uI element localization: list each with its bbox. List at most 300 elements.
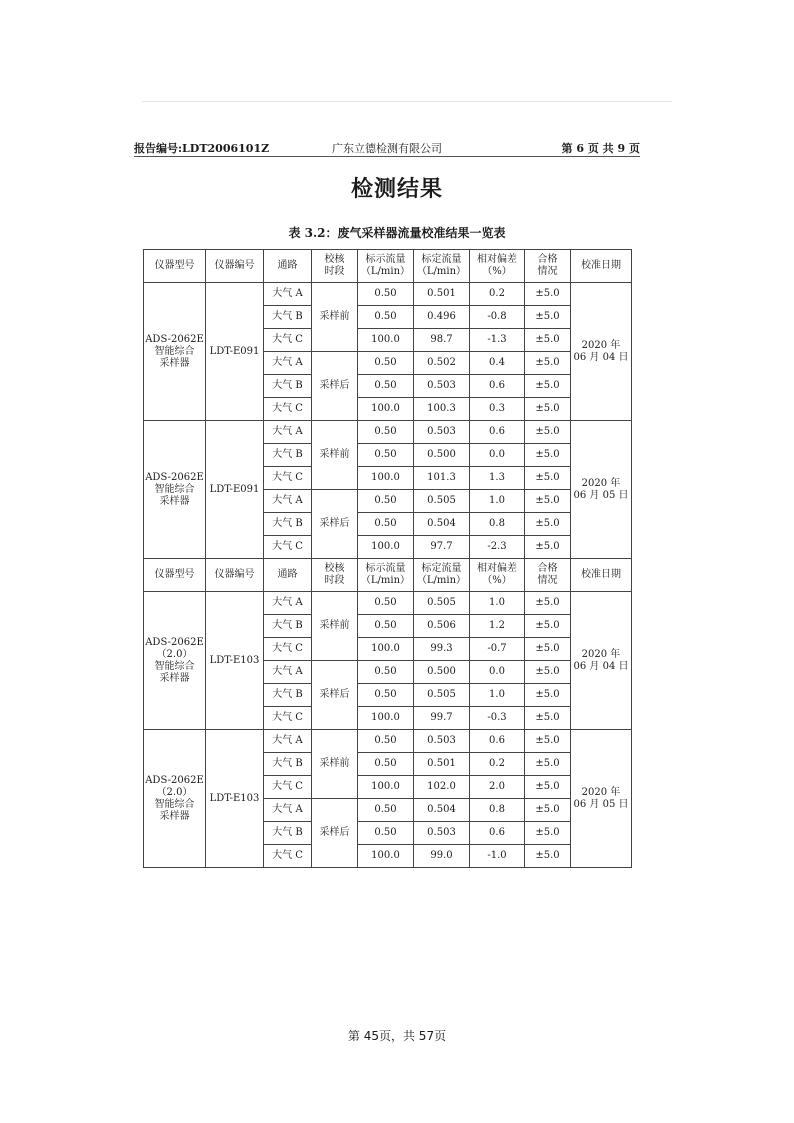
period-cell <box>312 661 358 730</box>
header-col-pass-text: 情况 <box>537 266 558 277</box>
measured-flow-cell-text: 0.503 <box>427 827 456 838</box>
nominal-flow-cell <box>358 684 414 707</box>
channel-cell <box>264 467 312 490</box>
deviation-cell <box>470 753 525 776</box>
calibration-date <box>571 283 632 421</box>
header-col-channel <box>264 250 312 283</box>
nominal-flow-cell <box>358 730 414 753</box>
channel-cell <box>264 615 312 638</box>
channel-cell <box>264 845 312 868</box>
instrument-model-text: 采样器 <box>159 672 190 684</box>
header-col-pass-text: 合格 <box>537 563 558 574</box>
table-row <box>144 730 632 753</box>
nominal-flow-cell <box>358 592 414 615</box>
deviation-cell <box>470 398 525 421</box>
deviation-cell-text: 1.0 <box>489 689 505 700</box>
channel-cell-text: 大气 A <box>272 495 303 506</box>
calibration-table <box>143 249 632 868</box>
channel-cell-text: 大气 C <box>272 850 303 861</box>
header-col-period-text: 时段 <box>324 266 345 277</box>
channel-cell-text: 大气 C <box>272 403 303 414</box>
instrument-id-text: LDT-E091 <box>209 345 260 357</box>
instrument-model-text: 智能综合 <box>154 798 195 810</box>
pass-cell <box>525 283 571 306</box>
pass-cell-text: ±5.0 <box>535 288 560 299</box>
pass-cell-text: ±5.0 <box>535 689 560 700</box>
deviation-cell <box>470 799 525 822</box>
nominal-flow-cell-text: 0.50 <box>374 735 397 746</box>
page-title: 检测结果 <box>350 177 443 202</box>
period-cell <box>312 421 358 490</box>
pass-cell-text: ±5.0 <box>535 758 560 769</box>
header-col-channel-text: 通路 <box>277 569 298 580</box>
nominal-flow-cell <box>358 444 414 467</box>
deviation-cell-text: 0.8 <box>489 518 505 529</box>
period-cell-text: 采样后 <box>319 380 350 391</box>
channel-cell <box>264 536 312 559</box>
measured-flow-cell-text: 0.503 <box>427 735 456 746</box>
instrument-id <box>206 730 264 868</box>
nominal-flow-cell-text: 100.0 <box>371 334 400 345</box>
channel-cell-text: 大气 A <box>272 288 303 299</box>
measured-flow-cell <box>414 753 470 776</box>
channel-cell <box>264 707 312 730</box>
top-scan-line <box>142 101 672 102</box>
channel-cell-text: 大气 B <box>272 827 303 838</box>
measured-flow-cell <box>414 306 470 329</box>
measured-flow-cell-text: 0.505 <box>427 495 456 506</box>
instrument-id <box>206 283 264 421</box>
channel-cell <box>264 444 312 467</box>
header-col-pass <box>525 250 571 283</box>
pass-cell-text: ±5.0 <box>535 781 560 792</box>
instrument-model-text: ADS-2062E <box>145 471 204 483</box>
deviation-cell <box>470 352 525 375</box>
nominal-flow-cell <box>358 638 414 661</box>
nominal-flow-cell-text: 0.50 <box>374 449 397 460</box>
measured-flow-cell <box>414 490 470 513</box>
header-col-pass-text: 情况 <box>537 575 558 586</box>
header-col-model <box>144 250 206 283</box>
nominal-flow-cell <box>358 283 414 306</box>
instrument-model-text: ADS-2062E <box>145 333 204 345</box>
measured-flow-cell <box>414 776 470 799</box>
nominal-flow-cell <box>358 352 414 375</box>
header-col-measured-flow-text: 标定流量 <box>421 563 462 574</box>
header-col-id <box>206 559 264 592</box>
instrument-id <box>206 592 264 730</box>
measured-flow-cell-text: 0.500 <box>427 666 456 677</box>
pass-cell-text: ±5.0 <box>535 311 560 322</box>
channel-cell-text: 大气 C <box>272 334 303 345</box>
header-col-id <box>206 250 264 283</box>
calibration-date <box>571 730 632 868</box>
channel-cell <box>264 421 312 444</box>
nominal-flow-cell-text: 100.0 <box>371 472 400 483</box>
nominal-flow-cell-text: 100.0 <box>371 541 400 552</box>
instrument-model-text: 采样器 <box>159 357 190 369</box>
header-col-model <box>144 559 206 592</box>
channel-cell-text: 大气 B <box>272 620 303 631</box>
deviation-cell <box>470 638 525 661</box>
period-cell <box>312 352 358 421</box>
measured-flow-cell <box>414 283 470 306</box>
nominal-flow-cell-text: 0.50 <box>374 380 397 391</box>
pass-cell <box>525 615 571 638</box>
pass-cell-text: ±5.0 <box>535 666 560 677</box>
header-col-deviation <box>470 559 525 592</box>
header-col-date <box>571 559 632 592</box>
channel-cell <box>264 375 312 398</box>
header-col-channel <box>264 559 312 592</box>
header-col-measured-flow-text: 标定流量 <box>421 254 462 265</box>
pass-cell <box>525 684 571 707</box>
table-row <box>144 421 632 444</box>
measured-flow-cell <box>414 421 470 444</box>
deviation-cell-text: 0.6 <box>489 426 505 437</box>
channel-cell <box>264 398 312 421</box>
header-col-deviation <box>470 250 525 283</box>
nominal-flow-cell-text: 100.0 <box>371 643 400 654</box>
nominal-flow-cell-text: 100.0 <box>371 781 400 792</box>
header-col-id-text: 仪器编号 <box>214 569 255 580</box>
deviation-cell-text: 0.3 <box>489 403 505 414</box>
deviation-cell <box>470 283 525 306</box>
header-col-nominal-flow-text: 标示流量 <box>365 563 406 574</box>
nominal-flow-cell <box>358 753 414 776</box>
measured-flow-cell <box>414 845 470 868</box>
deviation-cell <box>470 329 525 352</box>
channel-cell-text: 大气 B <box>272 311 303 322</box>
pass-cell-text: ±5.0 <box>535 541 560 552</box>
channel-cell-text: 大气 B <box>272 518 303 529</box>
measured-flow-cell-text: 100.3 <box>427 403 456 414</box>
measured-flow-cell-text: 101.3 <box>427 472 456 483</box>
pass-cell-text: ±5.0 <box>535 643 560 654</box>
deviation-cell-text: -0.8 <box>487 311 507 322</box>
channel-cell-text: 大气 C <box>272 472 303 483</box>
measured-flow-cell <box>414 730 470 753</box>
measured-flow-cell-text: 0.504 <box>427 518 456 529</box>
channel-cell-text: 大气 B <box>272 758 303 769</box>
nominal-flow-cell <box>358 306 414 329</box>
period-cell <box>312 283 358 352</box>
pass-cell-text: ±5.0 <box>535 827 560 838</box>
pass-cell <box>525 398 571 421</box>
deviation-cell <box>470 776 525 799</box>
nominal-flow-cell <box>358 467 414 490</box>
measured-flow-cell <box>414 467 470 490</box>
header-col-date-text: 校准日期 <box>581 569 621 580</box>
channel-cell-text: 大气 B <box>272 380 303 391</box>
deviation-cell-text: 0.6 <box>489 380 505 391</box>
deviation-cell-text: 1.3 <box>489 472 505 483</box>
channel-cell <box>264 753 312 776</box>
measured-flow-cell <box>414 661 470 684</box>
measured-flow-cell-text: 99.0 <box>430 850 453 861</box>
pass-cell-text: ±5.0 <box>535 712 560 723</box>
deviation-cell <box>470 490 525 513</box>
pass-cell-text: ±5.0 <box>535 426 560 437</box>
instrument-model-text: （2.0） <box>156 786 193 798</box>
header-col-period <box>312 250 358 283</box>
pass-cell-text: ±5.0 <box>535 495 560 506</box>
header-col-nominal-flow-text: （L/min） <box>360 575 411 586</box>
instrument-model-text: ADS-2062E <box>145 774 204 786</box>
instrument-model-text: 智能综合 <box>154 483 195 495</box>
pass-cell <box>525 444 571 467</box>
period-cell-text: 采样后 <box>319 827 350 838</box>
header-col-period <box>312 559 358 592</box>
nominal-flow-cell-text: 0.50 <box>374 804 397 815</box>
instrument-model <box>144 730 206 868</box>
header-rule <box>134 156 640 157</box>
channel-cell <box>264 592 312 615</box>
nominal-flow-cell-text: 0.50 <box>374 758 397 769</box>
channel-cell-text: 大气 B <box>272 689 303 700</box>
measured-flow-cell-text: 98.7 <box>430 334 453 345</box>
calibration-date-text: 06 月 04 日 <box>573 351 629 363</box>
deviation-cell-text: -1.0 <box>487 850 507 861</box>
page-info: 第 6 页 共 9 页 <box>561 142 640 155</box>
deviation-cell-text: -2.3 <box>487 541 507 552</box>
deviation-cell-text: -0.7 <box>487 643 507 654</box>
header-col-period-text: 时段 <box>324 575 345 586</box>
pass-cell-text: ±5.0 <box>535 735 560 746</box>
nominal-flow-cell <box>358 421 414 444</box>
pass-cell-text: ±5.0 <box>535 850 560 861</box>
nominal-flow-cell <box>358 799 414 822</box>
header-col-nominal-flow <box>358 250 414 283</box>
nominal-flow-cell <box>358 822 414 845</box>
measured-flow-cell-text: 0.496 <box>427 311 456 322</box>
instrument-id-text: LDT-E103 <box>209 654 260 666</box>
deviation-cell-text: 0.8 <box>489 804 505 815</box>
deviation-cell-text: 0.4 <box>489 357 505 368</box>
channel-cell <box>264 513 312 536</box>
header-col-id-text: 仪器编号 <box>214 260 255 271</box>
nominal-flow-cell-text: 0.50 <box>374 288 397 299</box>
pass-cell <box>525 513 571 536</box>
pass-cell <box>525 707 571 730</box>
pass-cell <box>525 536 571 559</box>
calibration-date-text: 06 月 05 日 <box>573 489 629 501</box>
measured-flow-cell <box>414 638 470 661</box>
calibration-date-text: 2020 年 <box>581 786 621 798</box>
header-col-measured-flow-text: （L/min） <box>416 575 467 586</box>
measured-flow-cell <box>414 615 470 638</box>
deviation-cell <box>470 730 525 753</box>
deviation-cell-text: 0.6 <box>489 735 505 746</box>
channel-cell-text: 大气 B <box>272 449 303 460</box>
nominal-flow-cell <box>358 845 414 868</box>
deviation-cell <box>470 467 525 490</box>
pass-cell <box>525 753 571 776</box>
nominal-flow-cell-text: 100.0 <box>371 850 400 861</box>
pass-cell <box>525 776 571 799</box>
nominal-flow-cell-text: 100.0 <box>371 403 400 414</box>
nominal-flow-cell-text: 0.50 <box>374 666 397 677</box>
measured-flow-cell-text: 0.503 <box>427 380 456 391</box>
channel-cell-text: 大气 A <box>272 357 303 368</box>
pass-cell-text: ±5.0 <box>535 357 560 368</box>
period-cell <box>312 730 358 799</box>
nominal-flow-cell <box>358 329 414 352</box>
channel-cell <box>264 684 312 707</box>
channel-cell <box>264 776 312 799</box>
nominal-flow-cell-text: 0.50 <box>374 311 397 322</box>
measured-flow-cell <box>414 329 470 352</box>
period-cell <box>312 799 358 868</box>
pass-cell-text: ±5.0 <box>535 334 560 345</box>
channel-cell-text: 大气 C <box>272 781 303 792</box>
pass-cell-text: ±5.0 <box>535 380 560 391</box>
instrument-model <box>144 283 206 421</box>
calibration-date <box>571 592 632 730</box>
deviation-cell <box>470 513 525 536</box>
period-cell-text: 采样前 <box>319 311 350 322</box>
header-col-date-text: 校准日期 <box>581 260 621 271</box>
pass-cell <box>525 375 571 398</box>
deviation-cell <box>470 444 525 467</box>
nominal-flow-cell <box>358 375 414 398</box>
header-col-nominal-flow-text: 标示流量 <box>365 254 406 265</box>
measured-flow-cell-text: 99.7 <box>430 712 453 723</box>
calibration-date-text: 2020 年 <box>581 339 621 351</box>
deviation-cell-text: 0.0 <box>489 449 505 460</box>
channel-cell <box>264 352 312 375</box>
header-col-measured-flow-text: （L/min） <box>416 266 467 277</box>
deviation-cell <box>470 615 525 638</box>
measured-flow-cell <box>414 822 470 845</box>
measured-flow-cell <box>414 352 470 375</box>
deviation-cell-text: 0.2 <box>489 758 505 769</box>
instrument-id-text: LDT-E103 <box>209 792 260 804</box>
nominal-flow-cell-text: 0.50 <box>374 357 397 368</box>
channel-cell <box>264 730 312 753</box>
pass-cell-text: ±5.0 <box>535 403 560 414</box>
measured-flow-cell-text: 0.502 <box>427 357 456 368</box>
header-col-date <box>571 250 632 283</box>
instrument-id-text: LDT-E091 <box>209 483 260 495</box>
channel-cell <box>264 799 312 822</box>
nominal-flow-cell-text: 0.50 <box>374 518 397 529</box>
deviation-cell <box>470 536 525 559</box>
channel-cell-text: 大气 C <box>272 643 303 654</box>
channel-cell-text: 大气 A <box>272 666 303 677</box>
deviation-cell <box>470 421 525 444</box>
channel-cell-text: 大气 A <box>272 735 303 746</box>
period-cell-text: 采样前 <box>319 620 350 631</box>
header-col-nominal-flow <box>358 559 414 592</box>
pass-cell <box>525 822 571 845</box>
period-cell-text: 采样前 <box>319 758 350 769</box>
header-col-measured-flow <box>414 250 470 283</box>
pass-cell <box>525 421 571 444</box>
measured-flow-cell <box>414 398 470 421</box>
instrument-model-text: 智能综合 <box>154 345 195 357</box>
deviation-cell-text: -0.3 <box>487 712 507 723</box>
header-col-deviation-text: 相对偏差 <box>477 254 517 265</box>
period-cell-text: 采样前 <box>319 449 350 460</box>
channel-cell-text: 大气 A <box>272 804 303 815</box>
pass-cell <box>525 799 571 822</box>
calibration-date <box>571 421 632 559</box>
nominal-flow-cell <box>358 615 414 638</box>
deviation-cell <box>470 375 525 398</box>
instrument-id <box>206 421 264 559</box>
table-caption: 表 3.2：废气采样器流量校准结果一览表 <box>288 226 506 240</box>
nominal-flow-cell-text: 100.0 <box>371 712 400 723</box>
deviation-cell <box>470 845 525 868</box>
nominal-flow-cell-text: 0.50 <box>374 495 397 506</box>
pass-cell-text: ±5.0 <box>535 518 560 529</box>
channel-cell <box>264 329 312 352</box>
deviation-cell-text: 1.2 <box>489 620 505 631</box>
pass-cell-text: ±5.0 <box>535 597 560 608</box>
channel-cell <box>264 638 312 661</box>
measured-flow-cell-text: 0.503 <box>427 426 456 437</box>
header-col-pass <box>525 559 571 592</box>
measured-flow-cell-text: 0.506 <box>427 620 456 631</box>
period-cell <box>312 490 358 559</box>
nominal-flow-cell <box>358 398 414 421</box>
table-row <box>144 283 632 306</box>
pass-cell-text: ±5.0 <box>535 804 560 815</box>
calibration-date-text: 06 月 04 日 <box>573 660 629 672</box>
deviation-cell-text: 0.0 <box>489 666 505 677</box>
measured-flow-cell <box>414 513 470 536</box>
nominal-flow-cell <box>358 776 414 799</box>
deviation-cell-text: -1.3 <box>487 334 507 345</box>
measured-flow-cell-text: 102.0 <box>427 781 456 792</box>
channel-cell <box>264 283 312 306</box>
pass-cell <box>525 352 571 375</box>
measured-flow-cell <box>414 375 470 398</box>
measured-flow-cell <box>414 799 470 822</box>
pass-cell <box>525 638 571 661</box>
calibration-date-text: 2020 年 <box>581 648 621 660</box>
channel-cell-text: 大气 A <box>272 426 303 437</box>
nominal-flow-cell <box>358 661 414 684</box>
header-col-measured-flow <box>414 559 470 592</box>
period-cell-text: 采样后 <box>319 518 350 529</box>
instrument-model-text: 采样器 <box>159 810 190 822</box>
instrument-model-text: 采样器 <box>159 495 190 507</box>
period-cell <box>312 592 358 661</box>
pass-cell <box>525 661 571 684</box>
page-header <box>134 140 640 156</box>
deviation-cell-text: 0.6 <box>489 827 505 838</box>
nominal-flow-cell <box>358 490 414 513</box>
measured-flow-cell-text: 99.3 <box>430 643 453 654</box>
pass-cell-text: ±5.0 <box>535 449 560 460</box>
deviation-cell <box>470 707 525 730</box>
channel-cell-text: 大气 C <box>272 712 303 723</box>
measured-flow-cell-text: 0.501 <box>427 758 456 769</box>
measured-flow-cell-text: 0.505 <box>427 597 456 608</box>
period-cell-text: 采样后 <box>319 689 350 700</box>
instrument-model <box>144 592 206 730</box>
channel-cell-text: 大气 C <box>272 541 303 552</box>
measured-flow-cell <box>414 707 470 730</box>
deviation-cell-text: 1.0 <box>489 597 505 608</box>
header-col-period-text: 校核 <box>324 254 345 265</box>
measured-flow-cell-text: 0.500 <box>427 449 456 460</box>
instrument-model-text: ADS-2062E <box>145 636 204 648</box>
nominal-flow-cell-text: 0.50 <box>374 827 397 838</box>
pass-cell <box>525 845 571 868</box>
